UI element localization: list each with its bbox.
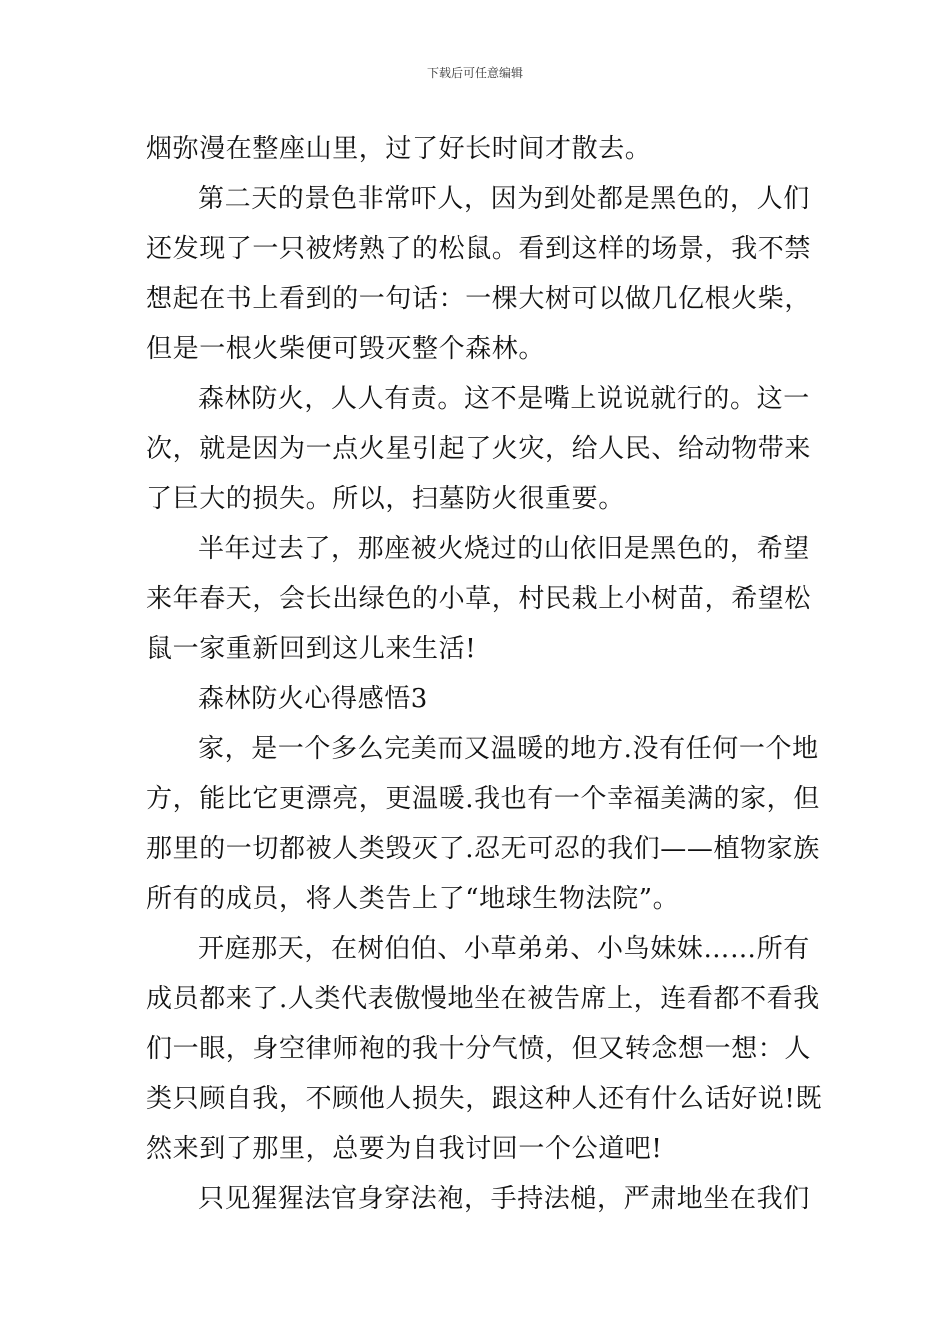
text-line: 烟弥漫在整座山里，过了好长时间才散去。 xyxy=(146,134,652,164)
page-header-note: 下载后可任意编辑 xyxy=(426,66,523,80)
text-line: 成员都来了.人类代表傲慢地坐在被告席上，连看都不看我 xyxy=(146,984,820,1014)
text-line: 次，就是因为一点火星引起了火灾，给人民、给动物带来 xyxy=(146,434,812,464)
text-line: 但是一根火柴便可毁灭整个森林。 xyxy=(146,334,546,364)
section-title: 森林防火心得感悟3 xyxy=(198,684,428,714)
text-line: 们一眼，身空律师袍的我十分气愤，但又转念想一想：人 xyxy=(146,1034,812,1064)
text-line: 只见猩猩法官身穿法袍，手持法槌，严肃地坐在我们 xyxy=(198,1184,810,1214)
text-line: 半年过去了，那座被火烧过的山依旧是黑色的，希望 xyxy=(198,534,810,564)
text-line: 然来到了那里，总要为自我讨回一个公道吧! xyxy=(146,1134,663,1164)
text-line: 开庭那天，在树伯伯、小草弟弟、小鸟妹妹……所有 xyxy=(198,934,810,964)
text-line: 第二天的景色非常吓人，因为到处都是黑色的，人们 xyxy=(198,184,810,214)
text-line: 了巨大的损失。所以，扫墓防火很重要。 xyxy=(146,484,625,514)
text-line: 还发现了一只被烤熟了的松鼠。看到这样的场景，我不禁 xyxy=(146,234,812,264)
document-body xyxy=(146,124,823,1224)
text-line: 鼠一家重新回到这儿来生活! xyxy=(146,634,477,664)
text-line: 那里的一切都被人类毁灭了.忍无可忍的我们——植物家族 xyxy=(146,834,820,864)
text-line: 方，能比它更漂亮，更温暖.我也有一个幸福美满的家，但 xyxy=(146,784,820,814)
text-line: 森林防火，人人有责。这不是嘴上说说就行的。这一 xyxy=(198,384,810,414)
text-line: 想起在书上看到的一句话：一棵大树可以做几亿根火柴， xyxy=(146,284,812,314)
text-line: 来年春天，会长出绿色的小草，村民栽上小树苗，希望松 xyxy=(146,584,812,614)
text-line: 所有的成员，将人类告上了“地球生物法院”。 xyxy=(146,884,680,914)
text-line: 类只顾自我，不顾他人损失，跟这种人还有什么话好说!既 xyxy=(146,1084,823,1114)
text-line: 家，是一个多么完美而又温暖的地方.没有任何一个地 xyxy=(198,734,819,764)
